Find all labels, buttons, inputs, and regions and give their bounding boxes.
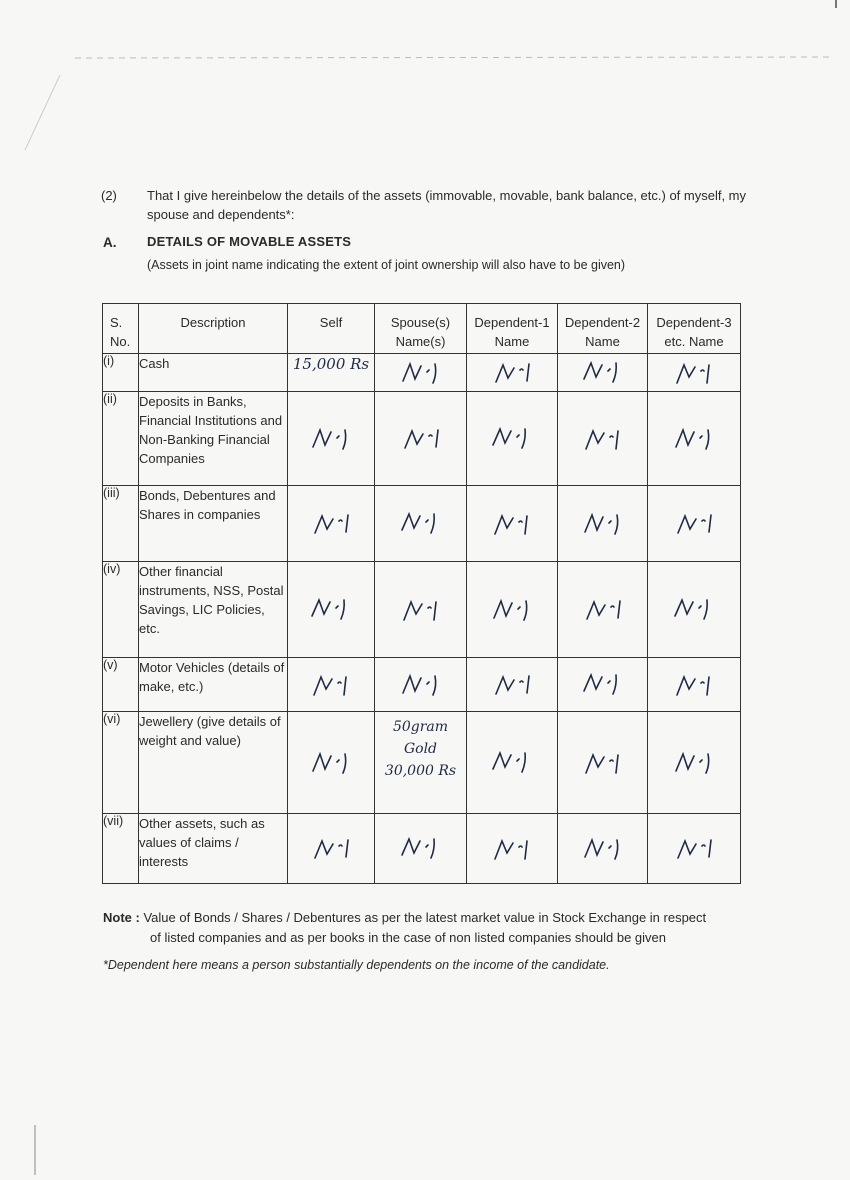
row-sno: (iv) bbox=[103, 562, 139, 658]
handwritten-nil bbox=[582, 425, 624, 453]
table-row bbox=[103, 814, 741, 884]
handwritten-nil bbox=[491, 671, 533, 699]
cell-dependent-1 bbox=[467, 562, 558, 658]
cell-spouse bbox=[375, 658, 467, 712]
scan-artifact-margin bbox=[20, 1120, 60, 1180]
handwritten-nil bbox=[582, 359, 624, 387]
cell-dependent-2 bbox=[558, 562, 648, 658]
movable-assets-table bbox=[102, 303, 741, 884]
handwritten-nil bbox=[582, 749, 624, 777]
handwritten-nil bbox=[673, 835, 715, 863]
cell-dependent-3 bbox=[648, 562, 741, 658]
cell-spouse bbox=[375, 354, 467, 392]
cell-self bbox=[288, 392, 375, 486]
header-self: Self bbox=[288, 304, 375, 354]
cell-dependent-2 bbox=[558, 392, 648, 486]
row-sno: (vii) bbox=[103, 814, 139, 884]
cell-dependent-3 bbox=[648, 658, 741, 712]
handwritten-nil bbox=[491, 749, 533, 777]
cell-dependent-2 bbox=[558, 658, 648, 712]
handwritten-nil bbox=[582, 671, 624, 699]
handwritten-nil bbox=[582, 835, 624, 863]
handwritten-value: 50gram Gold 30,000 Rs bbox=[384, 719, 457, 779]
header-sno: S. No. bbox=[103, 304, 139, 354]
section-title: DETAILS OF MOVABLE ASSETS bbox=[147, 234, 352, 249]
row-description: Bonds, Debentures and Shares in companies bbox=[139, 486, 288, 562]
row-sno: (i) bbox=[103, 354, 139, 392]
row-description: Other financial instruments, NSS, Postal Savings, LIC Policies, etc. bbox=[139, 562, 288, 658]
cell-dependent-1 bbox=[467, 354, 558, 392]
handwritten-nil bbox=[400, 510, 442, 538]
header-dependent-2: Dependent-2 Name bbox=[558, 304, 648, 354]
cell-self bbox=[288, 814, 375, 884]
cell-spouse bbox=[375, 486, 467, 562]
dependent-footnote: *Dependent here means a person substantially dependents on the income of the candidate. bbox=[103, 958, 610, 972]
note-label: Note : bbox=[103, 910, 140, 925]
table-row bbox=[103, 658, 741, 712]
section-subtitle: (Assets in joint name indicating the extent of joint ownership will also have to be given) bbox=[147, 258, 626, 272]
cell-self bbox=[288, 658, 375, 712]
handwritten-nil bbox=[673, 510, 715, 538]
note-line-2: of listed companies and as per books in the case of non listed companies should be given bbox=[150, 930, 666, 945]
cell-dependent-2 bbox=[558, 814, 648, 884]
cell-self bbox=[288, 712, 375, 814]
cell-dependent-3 bbox=[648, 354, 741, 392]
cell-dependent-1 bbox=[467, 392, 558, 486]
cell-dependent-2 bbox=[558, 712, 648, 814]
cell-dependent-2 bbox=[558, 354, 648, 392]
handwritten-value: 15,000 Rs bbox=[292, 355, 370, 373]
handwritten-nil bbox=[400, 359, 442, 387]
handwritten-nil bbox=[673, 671, 715, 699]
cell-spouse bbox=[375, 562, 467, 658]
note-line-1: Value of Bonds / Shares / Debentures as per the latest market value in Stock Exchange in respect bbox=[143, 910, 707, 925]
handwritten-nil bbox=[400, 671, 442, 699]
handwritten-nil bbox=[310, 510, 352, 538]
table-row bbox=[103, 562, 741, 658]
row-description: Jewellery (give details of weight and value) bbox=[139, 712, 288, 814]
cell-dependent-3 bbox=[648, 712, 741, 814]
paragraph-number: (2) bbox=[101, 188, 117, 203]
cell-dependent-3 bbox=[648, 814, 741, 884]
row-description: Other assets, such as values of claims / interests bbox=[139, 814, 288, 884]
handwritten-nil bbox=[673, 596, 715, 624]
cell-dependent-1 bbox=[467, 814, 558, 884]
section-letter: A. bbox=[103, 235, 117, 250]
paragraph-text: That I give hereinbelow the details of the assets (immovable, movable, bank balance, etc.) of myself, my spouse and dependents*: bbox=[147, 188, 747, 222]
handwritten-nil bbox=[400, 835, 442, 863]
row-description: Motor Vehicles (details of make, etc.) bbox=[139, 658, 288, 712]
cell-spouse bbox=[375, 712, 467, 814]
scan-artifact-lines bbox=[0, 0, 850, 160]
handwritten-nil bbox=[310, 835, 352, 863]
handwritten-nil bbox=[582, 596, 624, 624]
table-row bbox=[103, 712, 741, 814]
handwritten-nil bbox=[310, 596, 352, 624]
handwritten-nil bbox=[491, 359, 533, 387]
handwritten-nil bbox=[582, 510, 624, 538]
header-description: Description bbox=[139, 304, 288, 354]
cell-dependent-1 bbox=[467, 712, 558, 814]
handwritten-nil bbox=[310, 671, 352, 699]
handwritten-nil bbox=[673, 425, 715, 453]
handwritten-nil bbox=[491, 596, 533, 624]
row-sno: (ii) bbox=[103, 392, 139, 486]
cell-dependent-3 bbox=[648, 392, 741, 486]
row-sno: (iii) bbox=[103, 486, 139, 562]
handwritten-nil bbox=[673, 359, 715, 387]
table-row bbox=[103, 392, 741, 486]
cell-self bbox=[288, 562, 375, 658]
table-row bbox=[103, 486, 741, 562]
cell-dependent-1 bbox=[467, 658, 558, 712]
header-spouse: Spouse(s) Name(s) bbox=[375, 304, 467, 354]
handwritten-nil bbox=[491, 425, 533, 453]
cell-dependent-3 bbox=[648, 486, 741, 562]
cell-dependent-1 bbox=[467, 486, 558, 562]
row-sno: (vi) bbox=[103, 712, 139, 814]
row-description: Deposits in Banks, Financial Institutions and Non-Banking Financial Companies bbox=[139, 392, 288, 486]
handwritten-nil bbox=[491, 835, 533, 863]
handwritten-nil bbox=[400, 425, 442, 453]
valuation-note bbox=[103, 908, 753, 948]
header-dependent-3: Dependent-3 etc. Name bbox=[648, 304, 741, 354]
cell-dependent-2 bbox=[558, 486, 648, 562]
handwritten-nil bbox=[400, 596, 442, 624]
handwritten-nil bbox=[310, 749, 352, 777]
table-row bbox=[103, 354, 741, 392]
handwritten-nil bbox=[310, 425, 352, 453]
table-header-row bbox=[103, 304, 741, 354]
row-description: Cash bbox=[139, 354, 288, 392]
handwritten-nil bbox=[491, 510, 533, 538]
cell-self bbox=[288, 354, 375, 392]
handwritten-nil bbox=[673, 749, 715, 777]
header-dependent-1: Dependent-1 Name bbox=[467, 304, 558, 354]
cell-spouse bbox=[375, 392, 467, 486]
cell-self bbox=[288, 486, 375, 562]
row-sno: (v) bbox=[103, 658, 139, 712]
cell-spouse bbox=[375, 814, 467, 884]
